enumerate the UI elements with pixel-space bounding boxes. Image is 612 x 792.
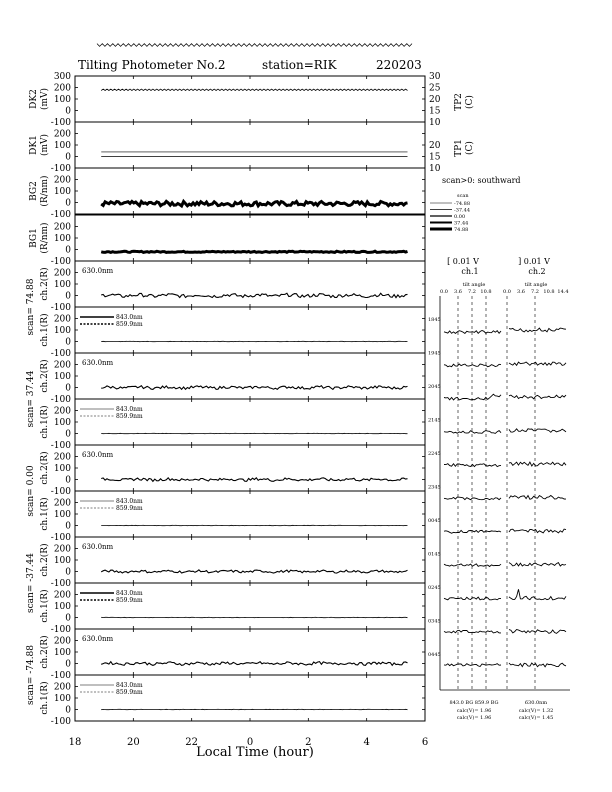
figure-title: Tilting Photometer No.2 xyxy=(78,58,226,72)
y-tick-label: 200 xyxy=(53,268,71,279)
inset-ch1-trace xyxy=(444,597,501,600)
y-tick-label: 200 xyxy=(53,544,71,555)
scan-group-label: scan= 0.00 xyxy=(26,465,36,517)
inset-footer-calc2a: calc(V)= 1.32 xyxy=(518,708,554,714)
inset-ch2-trace xyxy=(509,589,566,600)
tp1-unit: (C) xyxy=(465,141,475,155)
panel-ylabel: ch.1(R) xyxy=(40,497,50,531)
panel-ylabel: ch.1(R) xyxy=(40,405,50,439)
panel-stack xyxy=(26,72,441,727)
y-tick-label: 0 xyxy=(65,291,71,302)
inset-ch2-sub: ch.2 xyxy=(528,267,546,276)
panel-scan-74.88_ch1 xyxy=(39,675,425,727)
y-tick-label: 0 xyxy=(65,245,71,256)
x-tick-label: 22 xyxy=(185,737,199,748)
panel-ylabel: ch.1(R) xyxy=(40,589,50,623)
scan-group-label: scan= -74.88 xyxy=(26,644,36,706)
scan-legend xyxy=(430,176,521,233)
y-tick-label: 100 xyxy=(53,510,71,520)
legend-label-8599: 859.9nm xyxy=(116,597,143,604)
series-line-BG1 xyxy=(101,251,407,252)
inset-ch2-title: ] 0.01 V xyxy=(518,257,550,266)
inset-ch1-tick: 7.2 xyxy=(468,289,476,295)
inset-ch1-trace xyxy=(444,530,501,533)
panel-frame xyxy=(75,537,425,583)
series-line-scan74.88_ch2 xyxy=(101,293,407,297)
x-tick-label: 0 xyxy=(246,737,254,748)
inset-ch2-tilt-label: tilt angle xyxy=(524,282,548,288)
wavelength-label: 630.0nm xyxy=(82,635,114,643)
inset-time-label: 0045 xyxy=(428,518,441,524)
inset-footer-ch1: 843.0 BG 859.9 BG xyxy=(449,700,499,706)
y-tick-label: 100 xyxy=(53,234,71,244)
panel-ylabel-unit: (R/nm) xyxy=(40,222,50,254)
inset-time-label: 0145 xyxy=(428,551,441,558)
inset-footer-calc1a: calc(V)= 1.96 xyxy=(456,708,492,714)
inset-time-label: 1845 xyxy=(428,317,441,323)
inset-ch1-trace xyxy=(444,331,501,334)
panel-ylabel-unit: (mV) xyxy=(40,87,50,111)
legend-label-843: 843.0nm xyxy=(116,682,143,689)
legend-label-843: 843.0nm xyxy=(116,406,143,413)
inset-time-label: 2145 xyxy=(428,417,441,424)
y-tick-label: 0 xyxy=(65,567,71,578)
y-tick-label: 100 xyxy=(53,372,71,382)
inset-ch1-title: [ 0.01 V xyxy=(447,257,479,266)
inset-ch1-tick: 3.6 xyxy=(454,289,462,295)
y-tick-label: -100 xyxy=(50,487,71,497)
inset-time-label: 2045 xyxy=(428,384,441,390)
inset-ch1-trace xyxy=(444,630,501,633)
wavelength-label: 630.0nm xyxy=(82,451,114,459)
y-tick-label: 200 xyxy=(53,83,71,94)
panel-ylabel: DK2 xyxy=(29,89,39,109)
wavelength-label: 630.0nm xyxy=(82,543,114,551)
inset-ch1-trace xyxy=(444,664,501,667)
x-tick-label: 2 xyxy=(305,737,312,748)
y-tick-label: 0 xyxy=(65,659,71,670)
inset-ch1-trace xyxy=(444,364,501,367)
panel-scan74.88_ch2 xyxy=(39,261,425,313)
y-tick-label: 100 xyxy=(53,280,71,290)
panel-scan-37.44_ch2 xyxy=(39,537,425,589)
y-tick-label: 100 xyxy=(53,418,71,428)
scan-legend-entry: 37.44 xyxy=(454,220,469,227)
panel-frame xyxy=(75,353,425,399)
inset-ch2-tick: 3.6 xyxy=(517,289,525,295)
panel-DK2 xyxy=(29,72,425,128)
panel-ylabel: ch.2(R) xyxy=(40,635,50,669)
legend-label-843: 843.0nm xyxy=(116,498,143,505)
y-tick-label: -100 xyxy=(50,395,71,405)
y-tick-label: 200 xyxy=(53,636,71,647)
inset-ch1-tilt-label: tilt angle xyxy=(462,282,486,288)
y-tick-label: -100 xyxy=(50,441,71,451)
panel-ylabel: ch.1(R) xyxy=(40,313,50,347)
y-tick-label: -100 xyxy=(50,579,71,589)
tp2-unit: (C) xyxy=(465,95,475,109)
inset-ch2-tick: 0.0 xyxy=(503,289,511,295)
y-tick-label: 200 xyxy=(53,129,71,140)
y-tick-label: 200 xyxy=(53,682,71,693)
y-tick-label: -100 xyxy=(50,533,71,543)
panel-scan-37.44_ch1 xyxy=(39,583,425,635)
y-tick-label: -100 xyxy=(50,717,71,727)
legend-label-8599: 859.9nm xyxy=(116,689,143,696)
panel-scan-74.88_ch2 xyxy=(39,629,425,681)
inset-ch1-trace xyxy=(444,464,501,467)
inset-ch2-trace xyxy=(509,328,566,332)
panel-ylabel: BG1 xyxy=(29,228,39,248)
tp1-label: TP1 xyxy=(454,139,464,157)
y-tick-label: -100 xyxy=(50,303,71,313)
inset-footer-ch2: 630.0nm xyxy=(524,700,548,706)
panel-ylabel: ch.2(R) xyxy=(40,267,50,301)
top-trace xyxy=(97,44,412,47)
y-tick-label: 0 xyxy=(65,337,71,348)
inset-ch1-trace xyxy=(444,564,501,567)
scan-group-label: scan= 74.88 xyxy=(26,278,36,336)
wavelength-label: 630.0nm xyxy=(82,267,114,275)
panel-BG2 xyxy=(29,168,425,220)
inset-ch1-trace xyxy=(444,497,501,500)
y-tick-label: -100 xyxy=(50,625,71,635)
y-tick-label: 100 xyxy=(53,187,71,197)
scan-legend-entry: -37.44 xyxy=(454,207,471,214)
series-line-scan-74.88_ch2 xyxy=(101,662,407,666)
series-line-scan37.44_ch2 xyxy=(101,386,407,390)
inset-ch2-trace xyxy=(509,663,566,667)
date-label: 220203 xyxy=(376,58,422,72)
inset-ch2-trace xyxy=(509,362,566,365)
wavelength-label: 630.0nm xyxy=(82,359,114,367)
inset-ch2-trace xyxy=(509,395,566,399)
inset-ch1-sub: ch.1 xyxy=(461,267,479,276)
series-line-scan-37.44_ch2 xyxy=(101,570,407,573)
inset-ch2-trace xyxy=(509,563,566,566)
inset-ch2-trace xyxy=(509,496,566,500)
inset-ch2-trace xyxy=(509,429,566,433)
y-tick-label: -100 xyxy=(50,118,71,128)
temp-tick-label: 15 xyxy=(429,152,441,163)
panel-frame xyxy=(75,122,425,168)
panel-frame xyxy=(75,215,425,261)
panel-DK1 xyxy=(29,122,425,174)
x-tick-label: 6 xyxy=(421,737,429,748)
panel-scan37.44_ch1 xyxy=(39,399,425,451)
y-tick-label: 100 xyxy=(53,326,71,336)
panel-ylabel: BG2 xyxy=(29,181,39,201)
y-tick-label: 0 xyxy=(65,429,71,440)
inset-ch2-tick: 7.2 xyxy=(531,289,539,295)
y-tick-label: 100 xyxy=(53,95,71,105)
y-tick-label: 100 xyxy=(53,141,71,151)
y-tick-label: 0 xyxy=(65,521,71,532)
y-tick-label: 0 xyxy=(65,198,71,209)
inset-ch2-trace xyxy=(509,462,566,466)
y-tick-label: 100 xyxy=(53,602,71,612)
y-tick-label: 200 xyxy=(53,175,71,186)
temp-tick-label: 10 xyxy=(429,118,441,128)
inset-ch1-trace xyxy=(444,431,501,434)
panel-scan0.00_ch2 xyxy=(39,445,425,497)
panel-frame xyxy=(75,629,425,675)
legend-label-8599: 859.9nm xyxy=(116,505,143,512)
panel-frame xyxy=(75,445,425,491)
top-trace-line xyxy=(97,44,412,47)
panel-scan74.88_ch1 xyxy=(39,307,425,359)
inset-footer-calc1b: calc(V)= 1.96 xyxy=(456,715,492,721)
y-tick-label: 0 xyxy=(65,383,71,394)
y-tick-label: -100 xyxy=(50,671,71,681)
inset-time-label: 1945 xyxy=(428,350,441,357)
panel-ylabel: DK1 xyxy=(29,135,39,155)
y-tick-label: -100 xyxy=(50,349,71,359)
legend-label-843: 843.0nm xyxy=(116,314,143,321)
inset-time-label: 0245 xyxy=(428,585,441,591)
inset-ch2-tick: 14.4 xyxy=(557,289,569,295)
panel-BG1 xyxy=(29,215,425,267)
x-tick-label: 18 xyxy=(68,737,82,748)
temp-tick-label: 15 xyxy=(429,106,441,117)
y-tick-label: -100 xyxy=(50,164,71,174)
y-tick-label: 0 xyxy=(65,106,71,117)
inset-ch1-trace xyxy=(444,394,501,400)
y-tick-label: 200 xyxy=(53,498,71,509)
x-axis-label: Local Time (hour) xyxy=(196,745,314,760)
inset-time-label: 0445 xyxy=(428,652,441,658)
panel-ylabel: ch.2(R) xyxy=(40,359,50,393)
series-line-scan0.00_ch2 xyxy=(101,478,407,482)
y-tick-label: 100 xyxy=(53,648,71,658)
y-tick-label: 200 xyxy=(53,222,71,233)
panel-ylabel: ch.2(R) xyxy=(40,543,50,577)
panel-ylabel-unit: (mV) xyxy=(40,133,50,157)
y-tick-label: 100 xyxy=(53,464,71,474)
y-tick-label: 0 xyxy=(65,613,71,624)
temp-tick-label: 30 xyxy=(429,72,441,82)
y-tick-label: -100 xyxy=(50,210,71,220)
y-tick-label: 200 xyxy=(53,452,71,463)
y-tick-label: -100 xyxy=(50,257,71,267)
y-tick-label: 0 xyxy=(65,152,71,163)
inset-ch1-tick: 0.0 xyxy=(440,289,448,295)
inset-ch1-tick: 10.8 xyxy=(480,289,492,295)
x-tick-label: 4 xyxy=(363,737,370,748)
panel-frame xyxy=(75,76,425,122)
panel-frame xyxy=(75,261,425,307)
y-tick-label: 300 xyxy=(53,72,71,82)
temp-tick-label: 20 xyxy=(429,141,441,151)
station-label: station=RIK xyxy=(262,58,337,72)
y-tick-label: 100 xyxy=(53,694,71,704)
tp2-label: TP2 xyxy=(454,93,464,111)
x-tick-label: 20 xyxy=(126,737,140,748)
scan-legend-heading: scan xyxy=(457,193,469,199)
panel-scan37.44_ch2 xyxy=(39,353,425,405)
panel-scan0.00_ch1 xyxy=(39,491,425,543)
panel-ylabel: ch.1(R) xyxy=(40,681,50,715)
temp-tick-label: 20 xyxy=(429,95,441,105)
scan-legend-entry: 0.00 xyxy=(454,214,466,220)
y-tick-label: 200 xyxy=(53,314,71,325)
legend-label-8599: 859.9nm xyxy=(116,321,143,328)
legend-label-843: 843.0nm xyxy=(116,590,143,597)
scan-legend-entry: -74.88 xyxy=(454,201,471,207)
inset-footer-calc2b: calc(V)= 1.45 xyxy=(518,715,554,721)
inset-ch2-trace xyxy=(509,630,566,634)
y-tick-label: 0 xyxy=(65,705,71,716)
legend-label-8599: 859.9nm xyxy=(116,413,143,420)
panel-ylabel-unit: (R/nm) xyxy=(40,175,50,207)
temp-tick-label: 25 xyxy=(429,83,441,94)
y-tick-label: 200 xyxy=(53,590,71,601)
inset-ch2-trace xyxy=(509,529,566,533)
y-tick-label: 200 xyxy=(53,360,71,371)
inset-ch2-tick: 10.8 xyxy=(543,289,555,295)
temp-tick-label: 10 xyxy=(429,164,441,174)
scan-legend-title: scan>0: southward xyxy=(442,176,521,185)
scan-group-label: scan= -37.44 xyxy=(26,552,36,614)
inset-time-label: 2245 xyxy=(428,451,441,457)
inset-time-label: 2345 xyxy=(428,484,441,491)
series-line-BG2 xyxy=(101,201,407,206)
scan-legend-entry: 74.88 xyxy=(454,227,469,233)
tilt-inset xyxy=(428,257,570,721)
y-tick-label: 0 xyxy=(65,475,71,486)
inset-time-label: 0345 xyxy=(428,618,441,625)
y-tick-label: 200 xyxy=(53,406,71,417)
scan-group-label: scan= 37.44 xyxy=(26,370,36,428)
y-tick-label: 100 xyxy=(53,556,71,566)
series-line-DK2 xyxy=(101,89,407,90)
panel-ylabel: ch.2(R) xyxy=(40,451,50,485)
